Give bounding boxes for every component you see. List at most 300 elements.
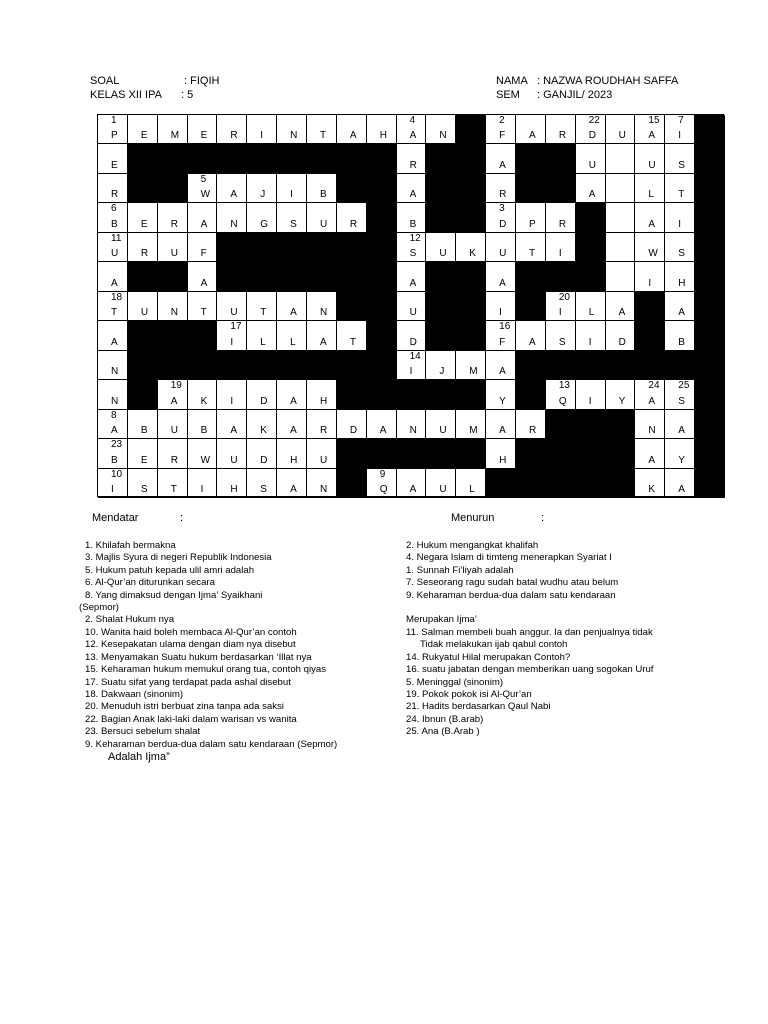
cell-letter: A (529, 130, 536, 142)
crossword-cell[interactable] (367, 469, 397, 498)
crossword-cell[interactable] (486, 351, 516, 380)
crossword-block (337, 262, 367, 291)
crossword-block (277, 233, 307, 262)
crossword-block (367, 144, 397, 173)
crossword-block (635, 321, 665, 350)
cell-letter: H (230, 483, 238, 495)
cell-letter: B (678, 336, 685, 348)
crossword-block (277, 144, 307, 173)
crossword-cell[interactable] (426, 233, 456, 262)
cell-letter: A (409, 277, 417, 289)
cell-letter: N (290, 130, 298, 142)
crossword-block (546, 439, 576, 468)
clue-number: 17 (230, 321, 242, 333)
crossword-cell[interactable] (635, 410, 665, 439)
crossword-cell[interactable] (98, 233, 128, 262)
crossword-block (217, 262, 247, 291)
cell-letter: N (320, 483, 328, 495)
crossword-block (337, 144, 367, 173)
crossword-cell[interactable] (397, 233, 427, 262)
crossword-cell[interactable] (188, 115, 218, 144)
crossword-block (128, 351, 158, 380)
crossword-block (337, 292, 367, 321)
cell-letter: J (260, 189, 266, 201)
crossword-cell[interactable] (188, 203, 218, 232)
crossword-block (456, 380, 486, 409)
crossword-block (576, 410, 606, 439)
crossword-cell[interactable] (158, 439, 188, 468)
crossword-cell[interactable] (128, 233, 158, 262)
cell-letter: M (469, 425, 478, 437)
crossword-cell[interactable] (158, 410, 188, 439)
crossword-block (606, 410, 636, 439)
mendatar-heading: Mendatar (92, 512, 139, 524)
cell-letter: F (499, 336, 506, 348)
crossword-cell[interactable] (606, 233, 636, 262)
crossword-cell[interactable] (98, 262, 128, 291)
crossword-cell[interactable] (247, 321, 277, 350)
crossword-cell[interactable] (98, 144, 128, 173)
cell-letter: A (678, 483, 685, 495)
crossword-cell[interactable] (307, 439, 337, 468)
crossword-cell[interactable] (456, 410, 486, 439)
crossword-cell[interactable] (486, 380, 516, 409)
cell-letter: S (409, 248, 417, 260)
crossword-cell[interactable] (307, 174, 337, 203)
cell-letter: K (200, 395, 208, 407)
crossword-cell[interactable] (307, 115, 337, 144)
crossword-block (546, 351, 576, 380)
crossword-block (576, 203, 606, 232)
crossword-cell[interactable] (217, 410, 247, 439)
crossword-cell[interactable] (486, 292, 516, 321)
crossword-cell[interactable] (635, 233, 665, 262)
crossword-cell[interactable] (128, 203, 158, 232)
crossword-block (128, 174, 158, 203)
menurun-clue: 2. Hukum mengangkat khalifah (406, 540, 539, 551)
cell-letter: U (648, 159, 656, 171)
crossword-cell[interactable] (188, 262, 218, 291)
crossword-cell[interactable] (576, 115, 606, 144)
crossword-cell[interactable] (397, 144, 427, 173)
crossword-cell[interactable] (217, 174, 247, 203)
crossword-cell[interactable] (456, 233, 486, 262)
crossword-cell[interactable] (128, 439, 158, 468)
crossword-block (516, 439, 546, 468)
crossword-cell[interactable] (546, 321, 576, 350)
crossword-cell[interactable] (486, 233, 516, 262)
cell-letter: W (200, 189, 211, 201)
crossword-cell[interactable] (606, 144, 636, 173)
crossword-cell[interactable] (635, 115, 665, 144)
crossword-cell[interactable] (247, 469, 277, 498)
clue-number: 14 (409, 350, 421, 362)
header-soal-value: : FIQIH (184, 75, 220, 87)
cell-letter: Y (678, 454, 685, 466)
crossword-block (128, 380, 158, 409)
crossword-cell[interactable] (277, 174, 307, 203)
crossword-cell[interactable] (546, 233, 576, 262)
crossword-cell[interactable] (277, 292, 307, 321)
cell-letter: I (558, 307, 562, 319)
cell-letter: U (439, 248, 447, 260)
crossword-cell[interactable] (98, 321, 128, 350)
crossword-cell[interactable] (635, 262, 665, 291)
crossword-cell[interactable] (546, 203, 576, 232)
crossword-cell[interactable] (98, 410, 128, 439)
crossword-cell[interactable] (188, 174, 218, 203)
clue-number: 3 (499, 203, 505, 215)
crossword-cell[interactable] (307, 410, 337, 439)
menurun-clue: 4. Negara Islam di timteng menerapkan Syariat I (406, 552, 612, 563)
cell-letter: N (409, 425, 417, 437)
crossword-cell[interactable] (397, 174, 427, 203)
crossword-cell[interactable] (665, 292, 695, 321)
crossword-block (426, 203, 456, 232)
crossword-cell[interactable] (665, 380, 695, 409)
crossword-cell[interactable] (158, 233, 188, 262)
crossword-cell[interactable] (98, 174, 128, 203)
crossword-cell[interactable] (665, 321, 695, 350)
menurun-clue: 24. Ibnun (B.arab) (406, 714, 484, 725)
cell-letter: A (409, 483, 417, 495)
crossword-cell[interactable] (606, 380, 636, 409)
cell-letter: L (290, 336, 296, 348)
menurun-clue: 11. Salman membeli buah anggur. Ia dan penjualnya tidak (406, 627, 653, 638)
mendatar-clue: 5. Hukum patuh kepada ulil amri adalah (85, 565, 255, 576)
cell-letter: R (320, 425, 328, 437)
crossword-cell[interactable] (397, 262, 427, 291)
crossword-cell[interactable] (516, 203, 546, 232)
crossword-cell[interactable] (158, 380, 188, 409)
menurun-clue: 5. Meninggal (sinonim) (406, 677, 504, 688)
crossword-cell[interactable] (307, 469, 337, 498)
crossword-cell[interactable] (188, 469, 218, 498)
crossword-cell[interactable] (98, 469, 128, 498)
crossword-cell[interactable] (397, 292, 427, 321)
cell-letter: N (648, 425, 656, 437)
cell-letter: B (111, 454, 118, 466)
crossword-cell[interactable] (456, 469, 486, 498)
clue-number: 11 (111, 232, 122, 244)
cell-letter: A (170, 395, 178, 407)
crossword-cell[interactable] (456, 351, 486, 380)
cell-letter: A (200, 218, 208, 230)
crossword-cell[interactable] (486, 439, 516, 468)
crossword-cell[interactable] (158, 115, 188, 144)
mendatar-clue: 17. Suatu sifat yang terdapat pada ashal disebut (85, 677, 291, 688)
crossword-cell[interactable] (576, 321, 606, 350)
cell-letter: P (529, 218, 536, 230)
crossword-cell[interactable] (546, 292, 576, 321)
crossword-cell[interactable] (277, 380, 307, 409)
crossword-block (307, 262, 337, 291)
crossword-block (695, 380, 725, 409)
clue-number: 16 (499, 321, 511, 333)
clue-number: 23 (111, 439, 123, 451)
mendatar-clue: 13. Menyamakan Suatu hukum berdasarkan ‘Illat nya (85, 652, 312, 663)
crossword-block (247, 144, 277, 173)
cell-letter: Q (379, 483, 388, 495)
crossword-block (367, 321, 397, 350)
crossword-cell[interactable] (188, 439, 218, 468)
crossword-cell[interactable] (665, 144, 695, 173)
crossword-block (367, 233, 397, 262)
crossword-cell[interactable] (426, 351, 456, 380)
cell-letter: R (558, 218, 567, 230)
mendatar-colon: : (180, 512, 184, 524)
crossword-block (456, 439, 486, 468)
mendatar-clue: 10. Wanita haid boleh membaca Al-Qur’an contoh (85, 627, 297, 638)
crossword-cell[interactable] (217, 321, 247, 350)
crossword-cell[interactable] (247, 439, 277, 468)
crossword-cell[interactable] (665, 203, 695, 232)
mendatar-clue: Adalah Ijma” (108, 751, 170, 763)
crossword-block (516, 144, 546, 173)
crossword-block (307, 233, 337, 262)
crossword-cell[interactable] (576, 292, 606, 321)
crossword-cell[interactable] (188, 380, 218, 409)
clue-number: 18 (111, 291, 123, 303)
crossword-cell[interactable] (337, 115, 367, 144)
crossword-cell[interactable] (665, 262, 695, 291)
cell-letter: D (588, 130, 596, 142)
cell-letter: A (290, 483, 297, 495)
crossword-cell[interactable] (546, 115, 576, 144)
crossword-cell[interactable] (576, 174, 606, 203)
menurun-clue: 7. Seseorang ragu sudah batal wudhu atau belum (406, 577, 619, 588)
crossword-block (397, 439, 427, 468)
crossword-cell[interactable] (397, 351, 427, 380)
crossword-cell[interactable] (188, 233, 218, 262)
crossword-cell[interactable] (128, 469, 158, 498)
crossword-cell[interactable] (277, 321, 307, 350)
cell-letter: U (111, 248, 119, 260)
crossword-cell[interactable] (486, 203, 516, 232)
crossword-cell[interactable] (516, 410, 546, 439)
crossword-cell[interactable] (98, 439, 128, 468)
crossword-cell[interactable] (337, 410, 367, 439)
crossword-cell[interactable] (606, 174, 636, 203)
crossword-cell[interactable] (277, 410, 307, 439)
mendatar-clue: 3. Majlis Syura di negeri Republik Indonesia (85, 552, 272, 563)
header-sem-label: SEM (496, 89, 520, 101)
crossword-cell[interactable] (217, 380, 247, 409)
cell-letter: P (111, 130, 118, 142)
cell-letter: F (499, 130, 506, 142)
clue-number: 9 (379, 468, 386, 480)
crossword-cell[interactable] (128, 292, 158, 321)
crossword-cell[interactable] (158, 469, 188, 498)
crossword-block (456, 262, 486, 291)
mendatar-clue: (Sepmor) (79, 602, 119, 613)
crossword-cell[interactable] (635, 144, 665, 173)
crossword-block (247, 262, 277, 291)
crossword-cell[interactable] (635, 203, 665, 232)
crossword-cell[interactable] (128, 115, 158, 144)
cell-letter: I (290, 189, 293, 201)
crossword-cell[interactable] (367, 115, 397, 144)
crossword-cell[interactable] (635, 380, 665, 409)
crossword-cell[interactable] (665, 233, 695, 262)
crossword-cell[interactable] (128, 410, 158, 439)
crossword-block (128, 321, 158, 350)
crossword-cell[interactable] (606, 262, 636, 291)
menurun-clue: 16. suatu jabatan dengan memberikan uang sogokan Uruf (406, 664, 654, 675)
crossword-cell[interactable] (486, 321, 516, 350)
crossword-cell[interactable] (635, 174, 665, 203)
crossword-cell[interactable] (665, 174, 695, 203)
crossword-cell[interactable] (98, 380, 128, 409)
crossword-cell[interactable] (606, 292, 636, 321)
crossword-cell[interactable] (606, 203, 636, 232)
crossword-cell[interactable] (397, 115, 427, 144)
crossword-cell[interactable] (98, 115, 128, 144)
crossword-cell[interactable] (665, 469, 695, 498)
crossword-cell[interactable] (337, 203, 367, 232)
cell-letter: L (648, 189, 654, 201)
crossword-cell[interactable] (277, 203, 307, 232)
crossword-block (456, 292, 486, 321)
crossword-cell[interactable] (546, 380, 576, 409)
crossword-cell[interactable] (606, 321, 636, 350)
crossword-cell[interactable] (486, 144, 516, 173)
crossword-cell[interactable] (277, 469, 307, 498)
crossword-block (426, 292, 456, 321)
clue-number: 12 (409, 232, 421, 244)
crossword-block (337, 351, 367, 380)
crossword-cell[interactable] (247, 115, 277, 144)
crossword-block (576, 233, 606, 262)
crossword-cell[interactable] (247, 380, 277, 409)
cell-letter: E (140, 130, 148, 142)
crossword-cell[interactable] (486, 115, 516, 144)
clue-number: 19 (170, 380, 182, 392)
crossword-block (426, 321, 456, 350)
crossword-cell[interactable] (217, 439, 247, 468)
crossword-cell[interactable] (217, 469, 247, 498)
crossword-cell[interactable] (516, 115, 546, 144)
cell-letter: Y (499, 395, 506, 407)
crossword-cell[interactable] (426, 115, 456, 144)
crossword-cell[interactable] (307, 203, 337, 232)
cell-letter: L (260, 336, 266, 348)
crossword-cell[interactable] (188, 410, 218, 439)
crossword-cell[interactable] (307, 321, 337, 350)
cell-letter: A (648, 218, 656, 230)
clue-number: 1 (111, 115, 117, 126)
crossword-cell[interactable] (665, 115, 695, 144)
mendatar-clue: 6. Al-Qur’an diturunkan secara (85, 577, 215, 588)
crossword-cell[interactable] (307, 380, 337, 409)
cell-letter: M (170, 130, 180, 142)
crossword-cell[interactable] (397, 410, 427, 439)
crossword-cell[interactable] (247, 203, 277, 232)
cell-letter: W (648, 248, 658, 260)
crossword-cell[interactable] (277, 439, 307, 468)
crossword-cell[interactable] (635, 469, 665, 498)
cell-letter: I (648, 277, 652, 289)
crossword-cell[interactable] (158, 292, 188, 321)
cell-letter: H (678, 277, 686, 289)
crossword-cell[interactable] (247, 292, 277, 321)
crossword-cell[interactable] (247, 174, 277, 203)
crossword-cell[interactable] (486, 174, 516, 203)
crossword-cell[interactable] (426, 469, 456, 498)
cell-letter: A (111, 336, 118, 348)
clue-number: 13 (558, 380, 570, 392)
cell-letter: R (170, 218, 178, 230)
crossword-cell[interactable] (665, 410, 695, 439)
cell-letter: T (678, 189, 685, 201)
mendatar-clue: 15. Keharaman hukum memukul orang tua, contoh qiyas (85, 664, 327, 675)
cell-letter: H (379, 130, 387, 142)
crossword-cell[interactable] (307, 292, 337, 321)
crossword-block (606, 469, 636, 498)
crossword-block (456, 321, 486, 350)
crossword-cell[interactable] (576, 380, 606, 409)
cell-letter: R (558, 130, 567, 142)
crossword-cell[interactable] (98, 351, 128, 380)
crossword-cell[interactable] (576, 144, 606, 173)
crossword-cell[interactable] (247, 410, 277, 439)
crossword-block (665, 351, 695, 380)
crossword-cell[interactable] (635, 439, 665, 468)
cell-letter: E (140, 218, 148, 230)
crossword-cell[interactable] (606, 115, 636, 144)
crossword-cell[interactable] (217, 115, 247, 144)
clue-number: 15 (648, 115, 660, 126)
cell-letter: A (111, 425, 118, 437)
cell-letter: I (588, 336, 592, 348)
cell-letter: A (499, 277, 506, 289)
cell-letter: K (260, 425, 267, 437)
header-kelas-value: : 5 (181, 89, 194, 101)
crossword-cell[interactable] (158, 203, 188, 232)
cell-letter: R (499, 189, 507, 201)
cell-letter: B (200, 425, 208, 437)
cell-letter: T (320, 130, 327, 142)
crossword-cell[interactable] (486, 262, 516, 291)
crossword-block (576, 469, 606, 498)
crossword-cell[interactable] (337, 321, 367, 350)
crossword-cell[interactable] (516, 321, 546, 350)
cell-letter: H (499, 454, 507, 466)
crossword-cell[interactable] (516, 233, 546, 262)
cell-letter: U (588, 159, 596, 171)
crossword-cell[interactable] (277, 115, 307, 144)
crossword-block (695, 469, 725, 498)
crossword-block (516, 262, 546, 291)
crossword-block (128, 262, 158, 291)
crossword-cell[interactable] (367, 410, 397, 439)
crossword-cell[interactable] (397, 203, 427, 232)
crossword-block (337, 174, 367, 203)
crossword-cell[interactable] (188, 292, 218, 321)
crossword-cell[interactable] (98, 203, 128, 232)
crossword-block (367, 292, 397, 321)
cell-letter: L (469, 483, 475, 495)
crossword-cell[interactable] (665, 439, 695, 468)
crossword-cell[interactable] (397, 469, 427, 498)
crossword-cell[interactable] (217, 292, 247, 321)
crossword-cell[interactable] (486, 410, 516, 439)
crossword-cell[interactable] (426, 410, 456, 439)
crossword-cell[interactable] (98, 292, 128, 321)
crossword-block (456, 174, 486, 203)
crossword-cell[interactable] (397, 321, 427, 350)
crossword-cell[interactable] (217, 203, 247, 232)
